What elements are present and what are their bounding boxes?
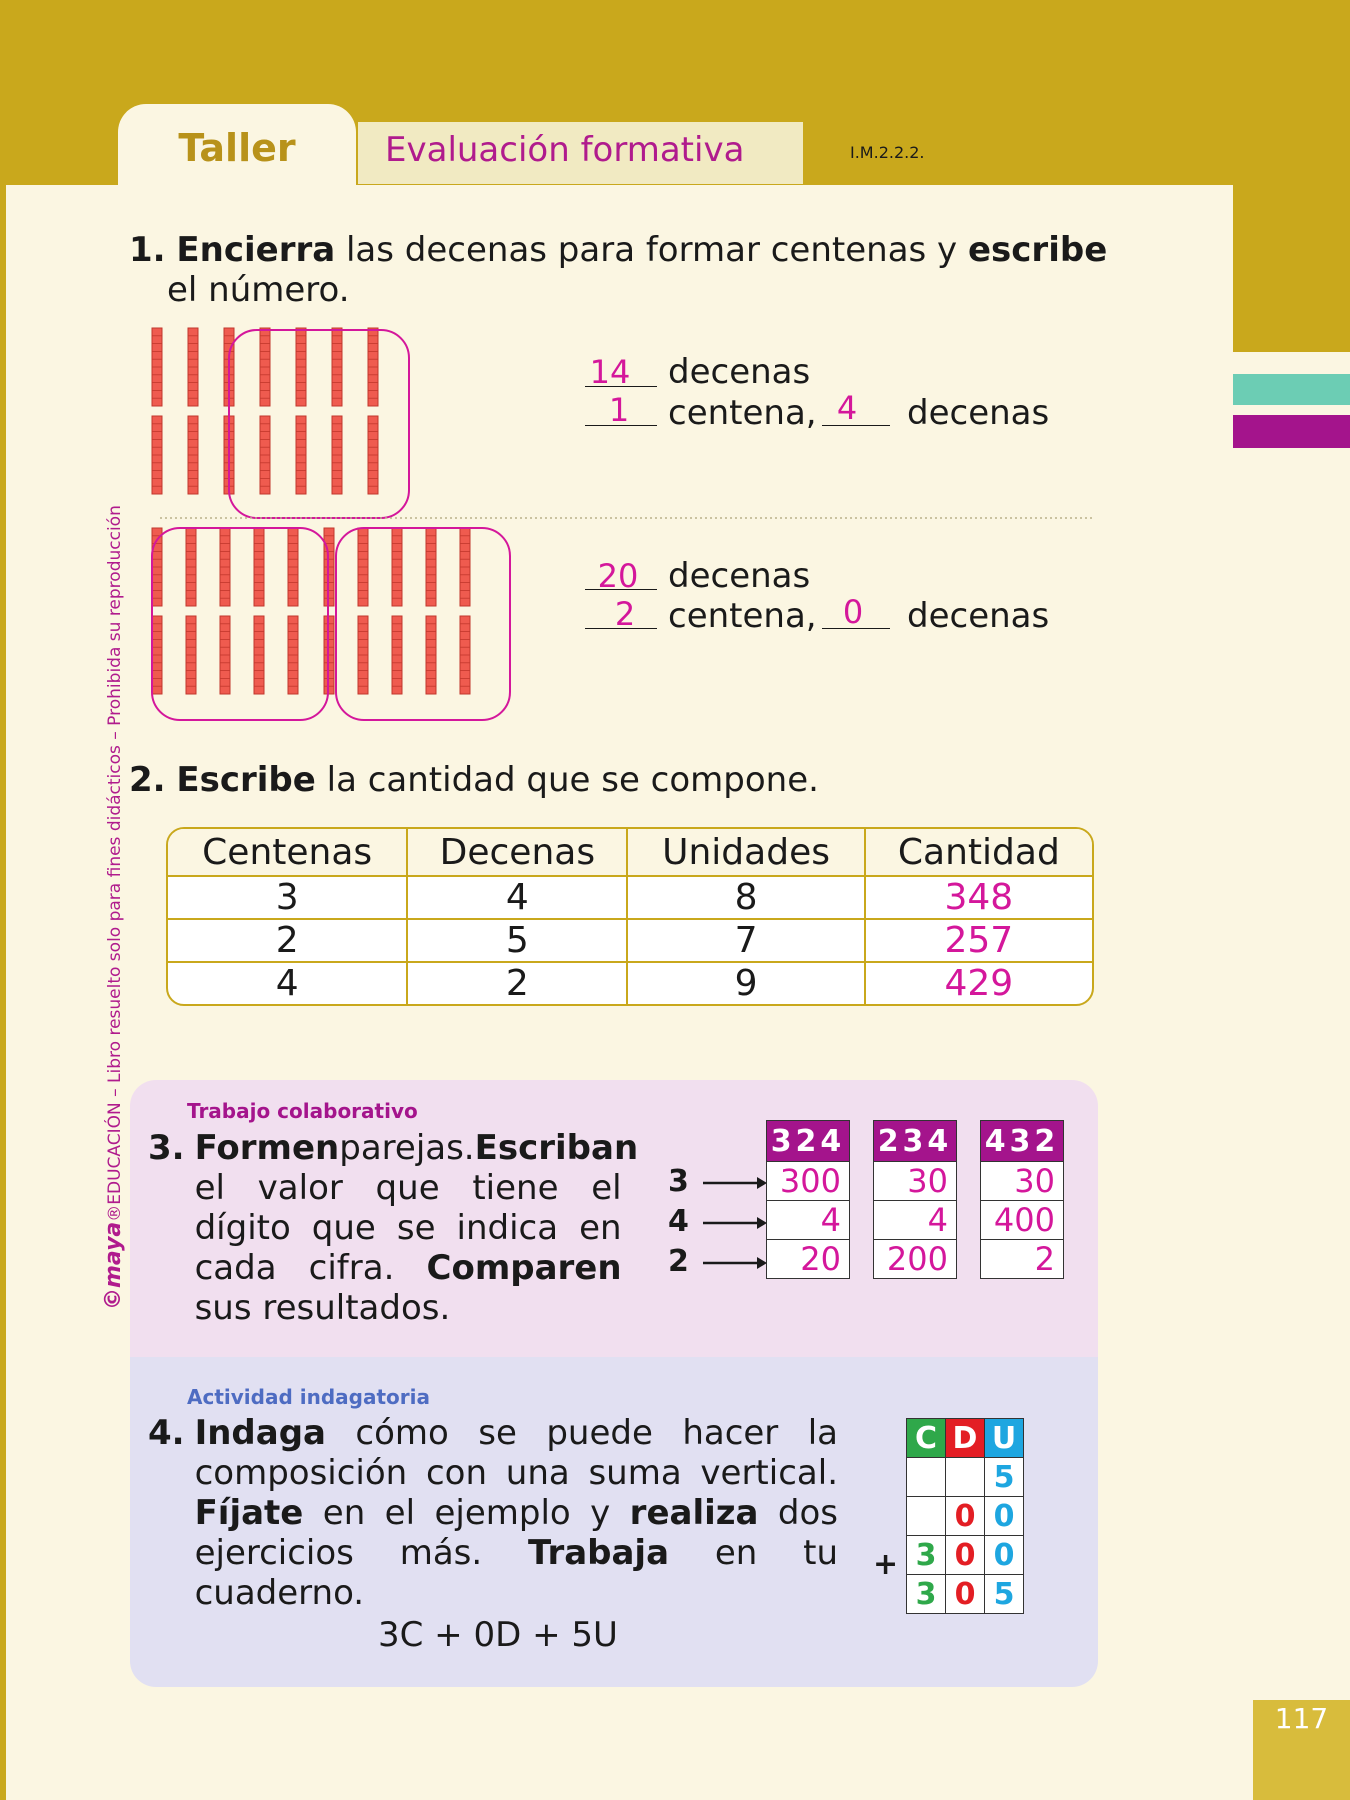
exercise2-bold-verb: Escribe [176,760,316,800]
exercise4-bold-verb4: Trabaja [527,1533,670,1573]
group1-hundreds-answer[interactable]: 1 [608,391,630,429]
table-cell: 2 [168,920,408,963]
right-band [1233,0,1350,352]
page-number: 117 [1274,1702,1329,1735]
grouping-circle [229,330,409,518]
ten-rod [186,616,196,694]
ten-rod [368,328,378,406]
underline [585,386,657,387]
quantity-answer[interactable]: 429 [944,963,1014,1004]
table-cell: 8 [628,877,865,920]
table-cell: 9 [628,963,865,1004]
quantity-answer[interactable]: 257 [866,920,1092,963]
exercise1-bold-verb2: escribe [967,230,1108,270]
exercise3-bold-verb3: Comparen [426,1248,622,1288]
cdu-cell: 0 [946,1497,985,1536]
digit-arrow-row [668,1164,769,1199]
underline [585,589,657,590]
number-header: 432 [981,1121,1064,1162]
taller-label: Taller [178,126,296,170]
cdu-cell: 0 [985,1536,1024,1575]
header-c: C [907,1419,946,1458]
ten-rod [460,616,470,694]
ten-rod [296,328,306,406]
ten-rod [392,616,402,694]
digit-label: 4 [668,1204,689,1239]
exercise2-text: la cantidad que se compone. [315,760,819,800]
digit-arrow-row [668,1244,769,1279]
exercise4-text1: cómo se puede hacer la composición con una suma vertical. [194,1413,838,1493]
exercise1-bold-verb: Encierra [176,230,336,270]
digit-value-table [873,1120,957,1279]
ten-rod [220,528,230,606]
value-answer[interactable]: 2 [981,1240,1064,1279]
table-cell: 3 [168,877,408,920]
underline [822,628,890,629]
exercise3-number: 3. [148,1128,185,1168]
table-row [168,877,1092,920]
header-u: U [985,1419,1024,1458]
value-answer[interactable]: 20 [767,1240,850,1279]
exercise4-bold-verb2: Fíjate [194,1493,304,1533]
ten-rod [358,528,368,606]
composition-formula: 3C + 0D + 5U [378,1615,618,1655]
exercise3-text2: el valor que tiene el dígito que se indica en cada cifra. [194,1168,622,1288]
digit-label: 2 [668,1244,689,1279]
digit-label: 3 [668,1164,689,1199]
cdu-total-cell: 5 [985,1575,1024,1614]
value-answer[interactable]: 4 [874,1201,957,1240]
underline [822,425,890,426]
arrow-right-icon [699,1213,769,1233]
exercise4-text2: en el ejemplo y [303,1493,630,1533]
side-note-text: ®EDUCACIÓN – Libro resuelto solo para fines didácticos – Prohibida su reproducción [105,505,125,1222]
group2-tens-label: decenas [668,556,811,596]
table-header-row [168,829,1092,877]
value-answer[interactable]: 200 [874,1240,957,1279]
purple-stripe [1233,415,1350,448]
value-answer[interactable]: 4 [767,1201,850,1240]
exercise3-bold-verb: Formen [194,1128,340,1168]
ten-rod [188,416,198,494]
ten-rod [254,616,264,694]
digit-arrow-row [668,1204,769,1239]
exercise1-text2: el número. [167,270,350,310]
cdu-cell: 0 [946,1536,985,1575]
ten-rod [188,328,198,406]
grouping-circle [152,528,328,720]
cdu-addition-table [906,1418,1024,1614]
cdu-cell: 0 [985,1497,1024,1536]
header-unidades: Unidades [628,829,865,877]
group2-hundreds-label: centena, [668,596,817,636]
ten-rod [332,328,342,406]
exercise2-number: 2. [129,760,166,800]
brand-name: ©maya [101,1221,126,1310]
ten-rod [392,528,402,606]
arrow-right-icon [699,1253,769,1273]
number-header: 234 [874,1121,957,1162]
exercise4-text3: dos ejercicios más. [194,1493,839,1573]
inquiry-tag: Actividad indagatoria [187,1385,430,1409]
group1-tens-answer[interactable]: 14 [589,353,631,391]
group1-tens-label: decenas [668,352,811,392]
group2-hundreds-answer[interactable]: 2 [614,595,636,633]
header-decenas: Decenas [408,829,628,877]
group1-hundreds-label: centena, [668,393,817,433]
ten-rod [152,328,162,406]
group2-tens-answer[interactable]: 20 [597,557,639,595]
ten-rod [358,616,368,694]
ten-rod [460,528,470,606]
left-edge [0,0,6,1800]
exercise4-bold-verb3: realiza [629,1493,759,1533]
cdu-cell: 3 [907,1536,946,1575]
table-cell: 2 [408,963,628,1004]
collaborative-tag: Trabajo colaborativo [187,1099,418,1123]
teal-stripe [1233,374,1350,405]
number-header: 324 [767,1121,850,1162]
table-cell: 4 [408,877,628,920]
group2-remaining-label: decenas [907,596,1050,636]
exercise1-statement [129,230,1109,310]
cdu-cell: 5 [985,1458,1024,1497]
value-answer[interactable]: 300 [767,1162,850,1201]
exercise3-text1: parejas. [339,1128,475,1168]
table-row [168,963,1092,1004]
ten-rod [296,416,306,494]
value-answer[interactable]: 30 [874,1162,957,1201]
ten-rod [426,528,436,606]
exercise3-statement [148,1128,639,1328]
table-cell: 5 [408,920,628,963]
ten-rod [220,616,230,694]
cdu-cell [907,1497,946,1536]
ten-rod [368,416,378,494]
exercise4-number: 4. [148,1413,185,1453]
cdu-cell [907,1458,946,1497]
table-cell: 4 [168,963,408,1004]
header-cantidad: Cantidad [866,829,1092,877]
digit-value-table [980,1120,1064,1279]
table-cell: 7 [628,920,865,963]
evaluation-label: Evaluación formativa [385,130,745,170]
ten-rod [152,616,162,694]
exercise4-text4: en tu cuaderno. [194,1533,838,1613]
exercise1-number: 1. [129,230,166,270]
group1-remaining-label: decenas [907,393,1050,433]
exercise3-text3: sus resultados. [194,1288,451,1328]
exercise1-text: las decenas para formar centenas y [335,230,968,270]
header-d: D [946,1419,985,1458]
place-value-table [166,827,1094,1006]
ten-rod [260,416,270,494]
ten-rod [332,416,342,494]
exercise3-bold-verb2: Escriban [474,1128,639,1168]
ten-rod [152,416,162,494]
ten-rod [288,528,298,606]
exercise2-statement [129,760,1109,800]
quantity-answer[interactable]: 348 [866,877,1092,920]
copyright-side-note [101,505,126,1310]
group2-remaining-answer[interactable]: 0 [842,593,864,631]
exercise4-bold-verb: Indaga [194,1413,326,1453]
table-row [168,920,1092,963]
cdu-total-cell: 0 [946,1575,985,1614]
value-answer[interactable]: 400 [981,1201,1064,1240]
header-centenas: Centenas [168,829,408,877]
underline [585,628,657,629]
indicator-code: I.M.2.2.2. [850,143,925,162]
ten-rod [288,616,298,694]
plus-sign: + [873,1547,899,1582]
exercise4-statement [148,1413,838,1613]
ten-rod [186,528,196,606]
underline [585,425,657,426]
cdu-total-cell: 3 [907,1575,946,1614]
cdu-cell [946,1458,985,1497]
digit-value-table [766,1120,850,1279]
value-answer[interactable]: 30 [981,1162,1064,1201]
ten-rod [254,528,264,606]
group1-remaining-answer[interactable]: 4 [836,389,858,427]
ten-rod [260,328,270,406]
arrow-right-icon [699,1173,769,1193]
ten-rod [426,616,436,694]
